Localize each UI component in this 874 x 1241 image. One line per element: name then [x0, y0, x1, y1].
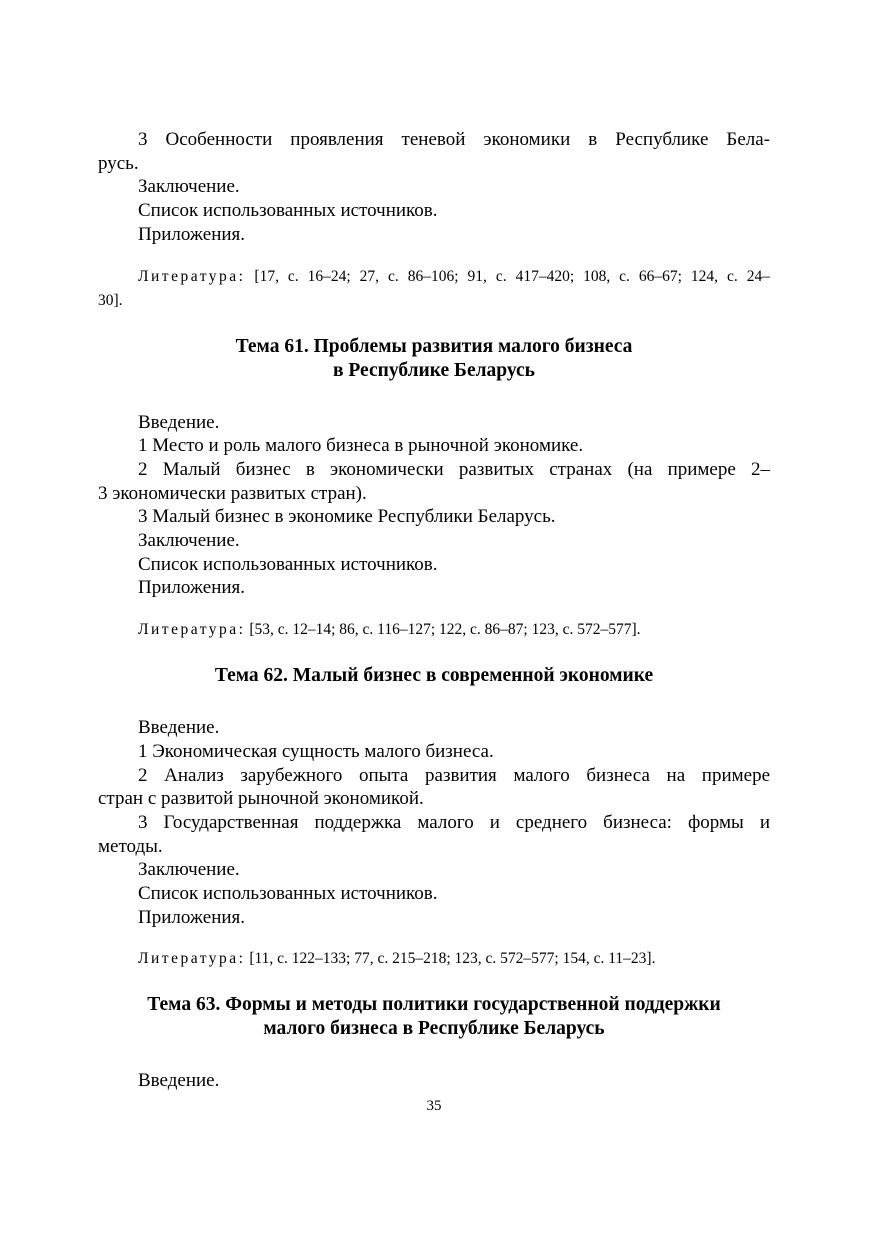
outline-item: Приложения.: [138, 577, 246, 599]
section-heading: [98, 664, 770, 688]
section-items: [98, 128, 770, 247]
outline-item: 2 Анализ зарубежного опыта развития малого бизнеса на примере: [138, 764, 770, 786]
outline-item: Введение.: [138, 717, 220, 739]
literature-label: Литература:: [138, 621, 246, 639]
heading-line: Тема 61. Проблемы развития малого бизнеса: [235, 335, 633, 357]
heading-line: в Республике Беларусь: [333, 359, 535, 381]
page-content: [98, 128, 770, 1093]
literature-label: Литература:: [138, 950, 246, 968]
section-heading: [98, 335, 770, 383]
section-tema-63: [98, 993, 770, 1093]
outline-item: 3 Малый бизнес в экономике Республики Беларусь.: [138, 506, 556, 528]
literature-line: 30].: [98, 291, 123, 309]
outline-item: Заключение.: [138, 859, 240, 881]
outline-item: стран с развитой рыночной экономикой.: [98, 788, 424, 810]
section-items: [98, 716, 770, 929]
literature-line: Литература: [11, с. 122–133; 77, с. 215–218; 123, с. 572–577; 154, с. 11–23].: [138, 950, 656, 968]
literature-paragraph: [98, 265, 770, 313]
heading-line: малого бизнеса в Республике Беларусь: [263, 1018, 605, 1040]
outline-item: Список использованных источников.: [138, 553, 438, 575]
outline-item: методы.: [98, 835, 163, 857]
outline-item: русь.: [98, 152, 139, 174]
outline-item: Приложения.: [138, 906, 246, 928]
literature-label: Литература:: [138, 267, 246, 285]
outline-item: Заключение.: [138, 176, 240, 198]
outline-item: 3 Государственная поддержка малого и среднего бизнеса: формы и: [138, 811, 770, 833]
literature-paragraph: [98, 947, 770, 971]
outline-item: Введение.: [138, 411, 220, 433]
literature-line: Литература: [17, с. 16–24; 27, с. 86–106; 91, с. 417–420; 108, с. 66–67; 124, с. 24–: [138, 267, 770, 285]
heading-line: Тема 63. Формы и методы политики государственной поддержки: [147, 994, 721, 1016]
outline-item: 1 Место и роль малого бизнеса в рыночной экономике.: [138, 435, 584, 457]
page-number: 35: [426, 1098, 442, 1114]
section-tema-60-continuation: [98, 128, 770, 313]
literature-line: Литература: [53, с. 12–14; 86, с. 116–127; 122, с. 86–87; 123, с. 572–577].: [138, 621, 641, 639]
outline-item: Приложения.: [138, 223, 246, 245]
section-items: [98, 1069, 770, 1093]
outline-item: 3 Особенности проявления теневой экономики в Республике Бела-: [138, 129, 770, 150]
outline-item: 1 Экономическая сущность малого бизнеса.: [138, 740, 494, 762]
outline-item: Список использованных источников.: [138, 200, 438, 222]
outline-item: Список использованных источников.: [138, 883, 438, 905]
outline-item: Заключение.: [138, 530, 240, 552]
section-items: [98, 411, 770, 601]
heading-line: Тема 62. Малый бизнес в современной экономике: [214, 665, 654, 687]
outline-item: Введение.: [138, 1070, 220, 1092]
section-tema-61: [98, 335, 770, 643]
literature-paragraph: [98, 618, 770, 642]
outline-item: 3 экономически развитых стран).: [98, 482, 367, 504]
section-heading: [98, 993, 770, 1041]
outline-item: 2 Малый бизнес в экономически развитых странах (на примере 2–: [138, 458, 770, 480]
section-tema-62: [98, 664, 770, 971]
